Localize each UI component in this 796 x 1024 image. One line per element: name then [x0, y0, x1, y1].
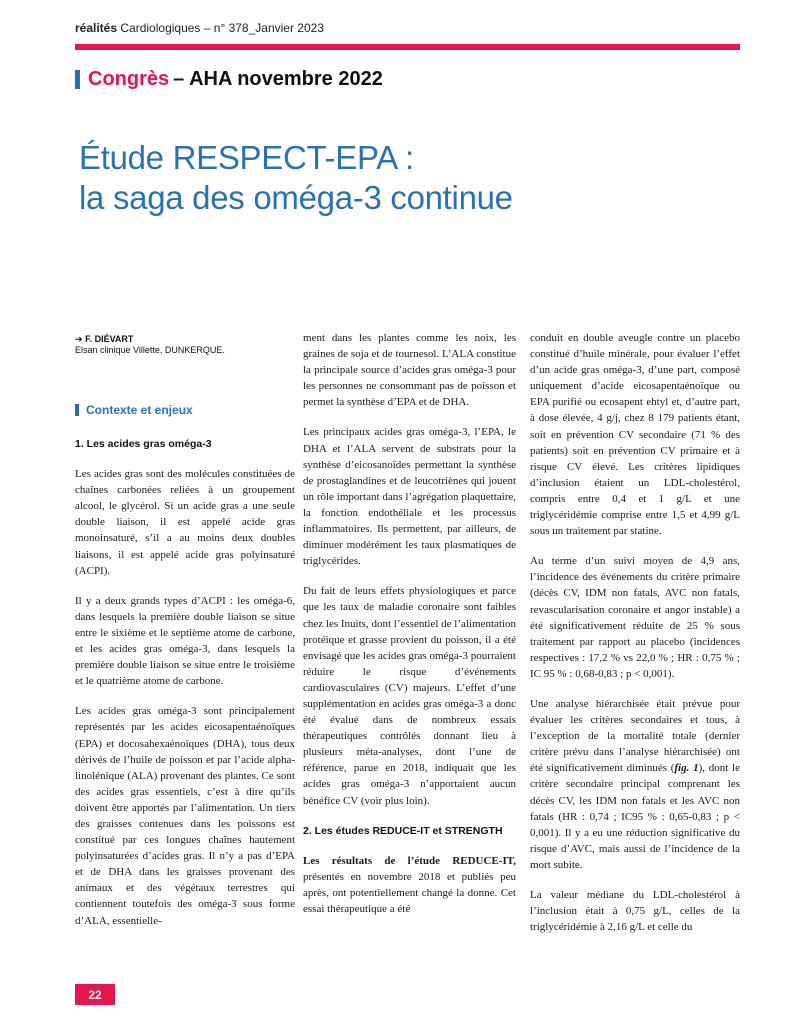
paragraph: conduit en double aveugle contre un placebo constitué d’huile minérale, pour évaluer l’effet d’un acide gras oméga-3, d’une part, composé uniquement d’acide eicosapentaénoïque ou EPA purifié ou ecosapent ehtyl et, d’autre part, à dose élevée, 4 g/j, chez 8 179 patients étant, soit en prévention CV secondaire (71 % des patients) soit en prévention CV primaire et à risque CV élevé. Les critères lipidiques d’inclusion étaient un LDL-cholestérol, compris entre 0,4 et 1 g/L et une triglycéridémie comprise entre 1,5 et 4,99 g/L sous un traitement par statine. [530, 332, 740, 538]
title-line-2: la saga des oméga-3 continue [79, 179, 513, 216]
paragraph: Les acides gras sont des molécules constituées de chaînes carbonées reliées à un groupement alcool, le glycérol. Si un acide gras a une seule double liaison, il est appelé acide gras monoinsaturé, s’il a au moins deux doubles liaisons, il est appelé acide gras polyinsaturé (ACPI). [75, 468, 295, 577]
journal-issue: Cardiologiques – n° 378_Janvier 2023 [120, 21, 324, 35]
paragraph: Les principaux acides gras oméga-3, l’EPA, le DHA et l’ALA servent de substrats pour la synthèse d’eicosanoïdes permettant la synthèse de prostaglandines et de leucotriènes qui jouent un rôle important dans l’agrégation plaquettaire, la fonction endothéliale et les processus inflammatoires. Ils permettent, par ailleurs, de diminuer modérément les taux plasmatiques de triglycérides. [303, 426, 516, 568]
paragraph-text: présentés en novembre 2018 et publiés peu après, ont potentiellement changé la donne. Cet essai thérapeutique a été [303, 870, 516, 915]
arrow-icon: ➔ [75, 334, 83, 344]
journal-name: réalités [75, 21, 118, 35]
column-1 [75, 436, 295, 943]
section-marker [75, 70, 80, 89]
running-header [75, 21, 324, 35]
section-category: Congrès [88, 68, 170, 90]
author-block [75, 334, 225, 355]
article-title [79, 138, 513, 218]
page-number: 22 [75, 984, 115, 1005]
heading-marker [75, 404, 79, 416]
paragraph: La valeur médiane du LDL-cholestérol à l’inclusion était à 0,75 g/L, celles de la triglycéridémie à 2,16 g/L et celle du [530, 889, 740, 934]
paragraph: Du fait de leurs effets physiologiques et parce que les taux de maladie coronaire sont faibles chez les Inuits, dont l’essentiel de l’alimentation protéique et grasse provient du poisson, il a été envisagé que les acides gras oméga-3 pourraient réduire le risque d’événements cardiovasculaires (CV) majeurs. L’effet d’une supplémentation en acides gras oméga-3 a donc été évalué dans de nombreux essais thérapeutiques contrôlés donnant lieu à plusieurs méta-analyses, dont l’une de référence, parue en 2018, indiquait que les acides gras oméga-3 n’apportaient aucun bénéfice CV (voir plus loin). [303, 585, 516, 807]
title-line-1: Étude RESPECT-EPA : [79, 139, 414, 176]
header-rule [75, 44, 740, 50]
context-heading-text: Contexte et enjeux [86, 403, 193, 417]
context-heading [75, 403, 193, 417]
paragraph: Les acides gras oméga-3 sont principalement représentés par les acides eicosapentaénoïques (EPA) et docosahexaénoïques (DHA), tous deux dérivés de l’huile de poisson et par l’acide alpha-linolénique (ALA) provenant des plantes. Ce sont des acides gras essentiels, c’est à dire qu’ils doivent être apportés par l’alimentation. Un tiers des graisses contenues dans les poissons est constitué par ces longues chaînes hautement polyinsaturées d’acides gras. Il n’y a pas d’EPA et de DHA dans les graisses provenant des animaux et des végétaux terrestres qui contiennent toutefois des oméga-3 sous forme d’ALA, essentielle- [75, 705, 295, 927]
paragraph-text: ), dont le critère secondaire principal comprenant les décès CV, les IDM non fatals et les AVC non fatals (HR : 0,74 ; IC95 % : 0,65-0,83 ; p < 0,001). Il y a eu une réduction significative du risque d’AVC, mais aussi de l’incidence de la mort subite. [530, 762, 740, 871]
paragraph: ment dans les plantes comme les noix, les graines de soja et de tournesol. L’ALA constitue la principale source d’acides gras oméga-3 pour les personnes ne consommant pas de poisson et permet la synthèse d’EPA et de DHA. [303, 332, 516, 409]
paragraph [530, 696, 740, 873]
paragraph: Au terme d’un suivi moyen de 4,9 ans, l’incidence des événements du critère primaire (décès CV, IDM non fatals, AVC non fatals, revascularisation coronaire et angor instable) a été significativement réduite de 25 % sous traitement par rapport au placebo (incidences respectives : 17,2 % vs 22,0 % ; HR : 0,75 % ; IC 95 % : 0,68-0,83 ; p < 0,001). [530, 555, 740, 680]
author-name: F. DIÉVART [85, 334, 134, 344]
subheading-omega3: 1. Les acides gras oméga-3 [75, 438, 212, 450]
section-event: – AHA novembre 2022 [173, 68, 383, 90]
paragraph: Il y a deux grands types d’ACPI : les oméga-6, dans lesquels la première double liaison se situe entre le sixième et le septième atome de carbone, et les acides gras oméga-3, dans lesquels la première double liaison se situe entre le troisième et le quatrième atome de carbone. [75, 594, 295, 688]
subheading-reduce-it: 2. Les études REDUCE-IT et STRENGTH [303, 824, 503, 837]
section-heading [75, 68, 383, 91]
figure-reference: fig. 1 [674, 762, 699, 775]
column-2 [303, 330, 516, 931]
lead-text: Les résultats de l’étude REDUCE-IT, [303, 854, 516, 867]
author-affiliation: Elsan clinique Villette, DUNKERQUE. [75, 345, 225, 355]
paragraph [303, 853, 516, 917]
column-3 [530, 330, 740, 949]
paragraph-text: Une analyse hiérarchisée était prévue pour évaluer les critères secondaires et tous, à l’exception de la mortalité totale (dernier critère prévu dans l’analyse hiérarchisée) ont été significativement diminués ( [530, 697, 740, 775]
